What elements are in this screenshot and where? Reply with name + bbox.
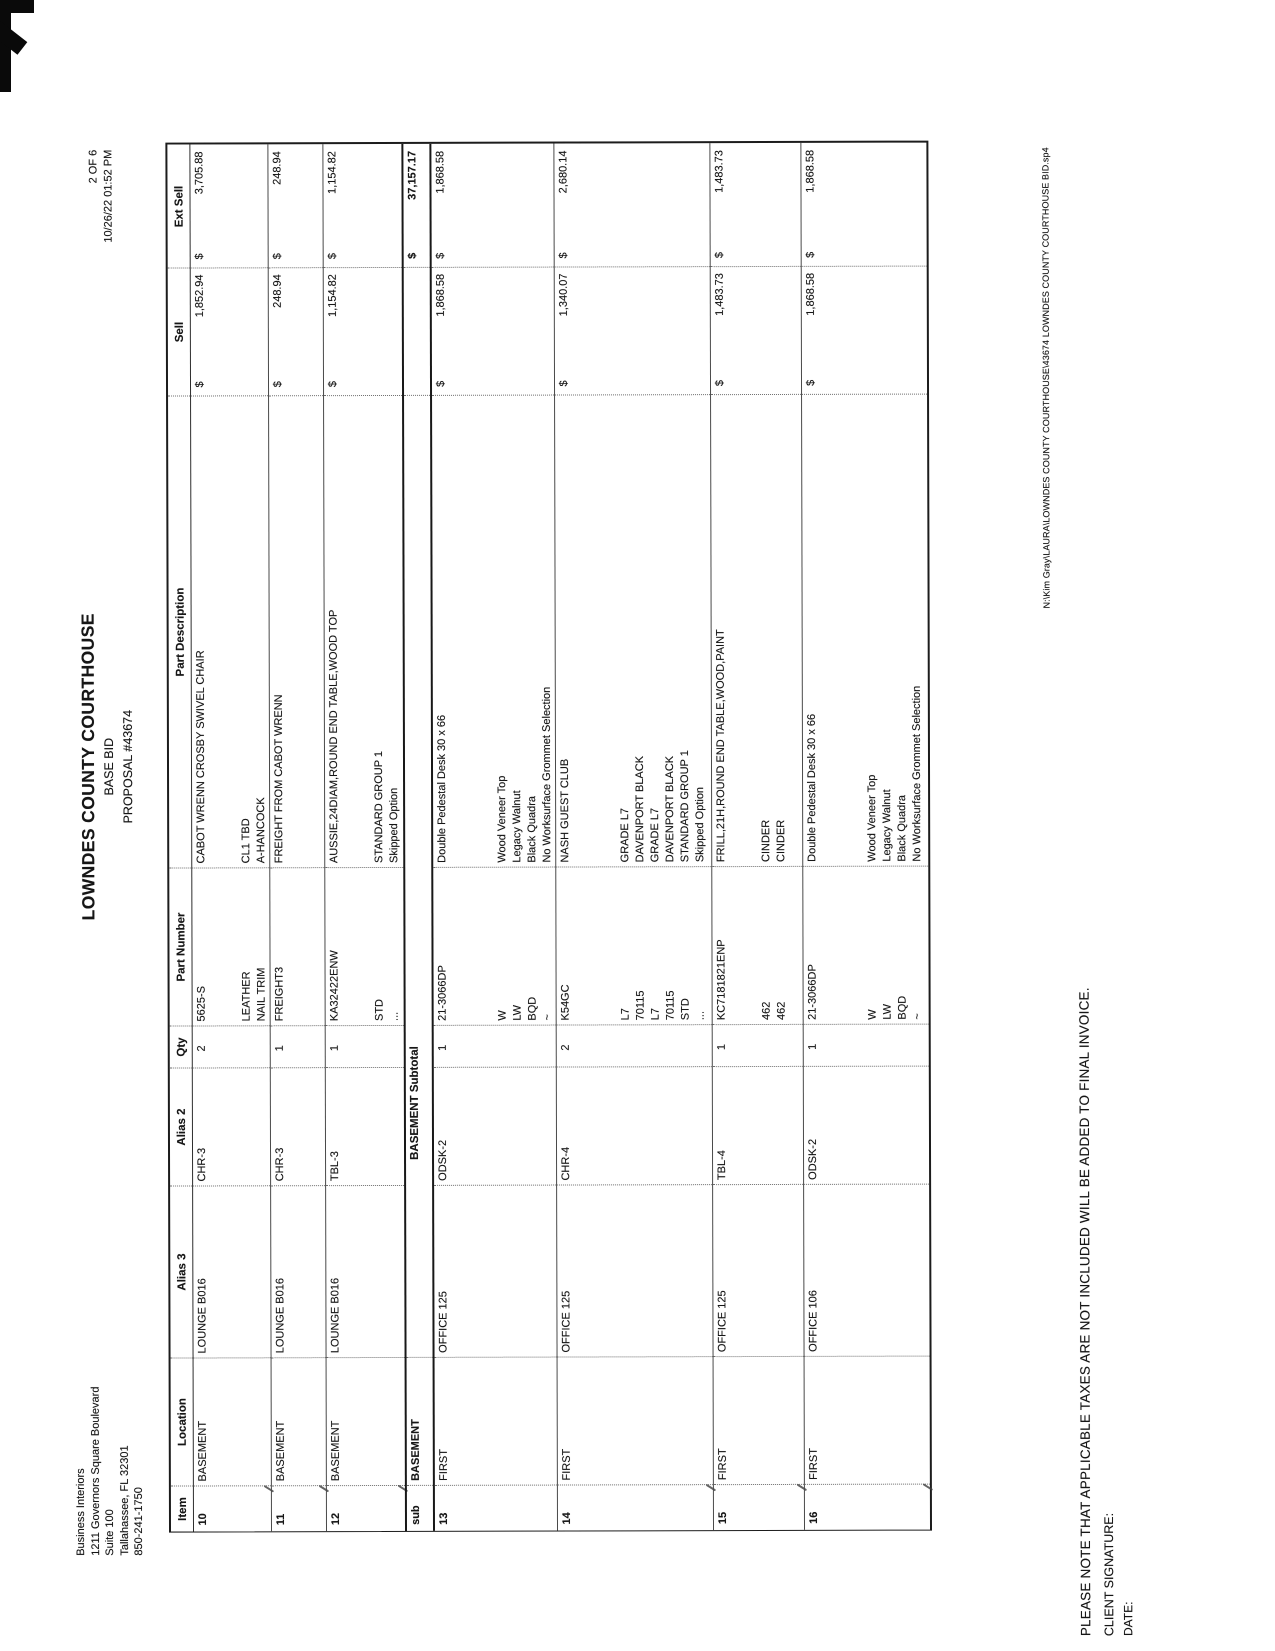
file-path: N:\Kim Gray\LAURA\LOWNDES COUNTY COURTHOUSE\43674 LOWNDES COUNTY COURTHOUSE BID.sp4 bbox=[1040, 147, 1052, 609]
cell-part-description bbox=[269, 395, 324, 867]
cell-part-number bbox=[556, 866, 711, 1024]
sender-block bbox=[74, 1386, 147, 1555]
cell-qty: 1 bbox=[434, 1025, 556, 1067]
cell-qty: 1 bbox=[326, 1025, 404, 1067]
cell-alias3: OFFICE 125 bbox=[713, 1184, 803, 1356]
cell-qty: 1 bbox=[271, 1025, 325, 1067]
desc-line: DAVENPORT BLACK bbox=[633, 755, 647, 863]
column-header: Qty bbox=[170, 1026, 192, 1068]
amount: 1,868.58 bbox=[434, 273, 447, 317]
cell-item: 12 bbox=[327, 1485, 405, 1531]
desc-line: STANDARD GROUP 1 bbox=[678, 750, 692, 863]
cell-sell bbox=[324, 267, 402, 395]
currency-symbol: $ bbox=[804, 251, 817, 258]
currency-symbol: $ bbox=[713, 251, 726, 259]
part-line bbox=[588, 870, 603, 1020]
column-header: Item bbox=[171, 1486, 193, 1532]
subtotal-row bbox=[401, 144, 435, 1531]
column-header: Location bbox=[171, 1358, 193, 1486]
currency-symbol: $ bbox=[434, 380, 448, 387]
tax-note: PLEASE NOTE THAT APPLICABLE TAXES ARE NOT INCLUDED WILL BE ADDED TO FINAL INVOICE. bbox=[1076, 987, 1094, 1637]
column-header: Ext Sell bbox=[173, 185, 186, 228]
currency-symbol: $ bbox=[193, 253, 206, 260]
desc-line: Double Pedestal Desk 30 x 66 bbox=[435, 714, 449, 863]
part-line: LW bbox=[511, 1004, 524, 1021]
client-signature-label: CLIENT SIGNATURE: bbox=[1101, 1512, 1117, 1637]
currency-symbol: $ bbox=[271, 253, 284, 260]
amount: 248.94 bbox=[271, 274, 284, 308]
cell-qty: 1 bbox=[804, 1024, 929, 1066]
cell-alias2: TBL-3 bbox=[326, 1067, 404, 1185]
amount: 1,340.07 bbox=[557, 273, 570, 317]
part-line bbox=[465, 871, 480, 1021]
currency-symbol: $ bbox=[804, 379, 818, 386]
cell-part-description bbox=[555, 394, 711, 866]
part-line: 70115 bbox=[634, 990, 647, 1021]
part-line bbox=[480, 871, 495, 1021]
cell-ext-sell bbox=[190, 145, 267, 267]
cell-sell bbox=[802, 266, 927, 394]
cell-location: BASEMENT bbox=[272, 1357, 326, 1485]
page-info bbox=[86, 150, 115, 243]
part-line: W bbox=[866, 1009, 879, 1020]
part-line: ~ bbox=[541, 1014, 554, 1021]
desc-line bbox=[572, 398, 588, 862]
print-datetime: 10/26/22 01:52 PM bbox=[101, 149, 115, 243]
cell-alias3: OFFICE 106 bbox=[804, 1184, 929, 1356]
cell-item: 13 bbox=[435, 1485, 557, 1531]
desc-line: NASH GUEST CLUB bbox=[558, 758, 572, 863]
currency-symbol: $ bbox=[406, 252, 419, 259]
desc-line bbox=[819, 398, 835, 862]
desc-line: Black Quadra bbox=[526, 795, 539, 863]
page-number: 2 OF 6 bbox=[87, 149, 100, 184]
cell-qty: 2 bbox=[193, 1025, 270, 1067]
cell-item: 14 bbox=[558, 1484, 713, 1530]
cell-part-description bbox=[711, 394, 802, 866]
part-line: NAIL TRIM bbox=[255, 967, 268, 1022]
part-line bbox=[450, 871, 465, 1021]
desc-line: CINDER bbox=[760, 819, 773, 863]
desc-line: AUSSIE,24DIAM,ROUND END TABLE,WOOD TOP bbox=[327, 609, 341, 864]
part-line: L7 bbox=[619, 1008, 632, 1021]
part-line bbox=[850, 870, 865, 1020]
part-line: W bbox=[496, 1010, 509, 1021]
cell-alias3: LOUNGE B016 bbox=[271, 1185, 325, 1357]
desc-line: Wood Veneer Top bbox=[866, 774, 879, 862]
part-line: STD bbox=[679, 998, 692, 1021]
desc-line bbox=[728, 398, 744, 862]
cell-part-description bbox=[324, 395, 403, 867]
amount: 2,680.14 bbox=[557, 150, 570, 194]
part-line: 462 bbox=[760, 1001, 773, 1021]
amount: 1,852.94 bbox=[193, 274, 206, 318]
desc-line bbox=[743, 398, 759, 862]
cell-part-number bbox=[712, 866, 802, 1024]
cell-alias3: LOUNGE B016 bbox=[193, 1185, 270, 1357]
desc-line: Legacy Walnut bbox=[881, 789, 894, 862]
cell-part-number bbox=[270, 867, 324, 1025]
cell-sell bbox=[269, 267, 323, 395]
part-line: KA32422ENW bbox=[328, 950, 341, 1022]
cell-ext-sell bbox=[268, 145, 322, 267]
cell-location: BASEMENT bbox=[194, 1357, 271, 1485]
doc-subtitle-proposal-number: PROPOSAL #43674 bbox=[120, 709, 136, 824]
cell-part-number bbox=[803, 866, 928, 1024]
sender-line: 850-241-1750 bbox=[132, 1487, 146, 1556]
doc-subtitle-base-bid: BASE BID bbox=[101, 737, 117, 796]
sender-line: Suite 100 bbox=[103, 1509, 117, 1556]
cell-location: FIRST bbox=[714, 1356, 804, 1484]
pen-mark bbox=[923, 1483, 933, 1491]
cell-ext-sell bbox=[431, 145, 553, 267]
part-line bbox=[209, 871, 224, 1021]
column-header: Alias 2 bbox=[170, 1068, 192, 1186]
date-label: DATE: bbox=[1121, 1601, 1136, 1637]
desc-line bbox=[479, 399, 495, 863]
desc-line: A-HANCOCK bbox=[255, 797, 268, 864]
sender-line: Tallahassee, FL 32301 bbox=[118, 1445, 131, 1556]
table-row bbox=[322, 144, 405, 1531]
desc-line bbox=[223, 399, 239, 863]
cell-location: FIRST bbox=[435, 1357, 557, 1485]
currency-symbol: $ bbox=[326, 252, 339, 260]
desc-line: DAVENPORT BLACK bbox=[663, 755, 677, 863]
cell-item: sub bbox=[407, 1485, 433, 1531]
amount: 1,868.58 bbox=[804, 272, 817, 316]
amount: 1,483.73 bbox=[713, 273, 726, 316]
cell-sell bbox=[555, 266, 710, 394]
cell-part-description bbox=[432, 395, 555, 867]
cell-sell bbox=[432, 267, 554, 395]
desc-line: Black Quadra bbox=[896, 794, 909, 862]
cell-qty: 2 bbox=[557, 1024, 712, 1066]
cell-ext-sell bbox=[403, 145, 429, 267]
desc-line bbox=[449, 399, 465, 863]
part-line: ... bbox=[388, 1011, 401, 1021]
amount: 1,154.82 bbox=[326, 151, 339, 194]
currency-symbol: $ bbox=[557, 380, 571, 387]
part-line: 21-3066DP bbox=[436, 965, 449, 1021]
desc-line bbox=[356, 399, 372, 863]
table-row bbox=[190, 144, 271, 1531]
desc-line: Skipped Option bbox=[694, 786, 707, 863]
part-line: 21-3066DP bbox=[806, 964, 819, 1020]
cell-alias2: CHR-4 bbox=[557, 1066, 712, 1184]
desc-line: No Worksurface Grommet Selection bbox=[540, 686, 554, 863]
desc-line: STANDARD GROUP 1 bbox=[372, 750, 386, 864]
column-header: Alias 3 bbox=[170, 1186, 192, 1358]
cell-location: BASEMENT bbox=[327, 1357, 405, 1485]
desc-line: CL1 TBD bbox=[240, 818, 253, 864]
column-header: Part Description bbox=[168, 396, 191, 868]
desc-line: GRADE L7 bbox=[649, 807, 662, 863]
cell-part-number bbox=[325, 867, 403, 1025]
cell-ext-sell bbox=[554, 144, 709, 266]
table-row bbox=[267, 144, 326, 1531]
amount: 1,868.58 bbox=[434, 150, 447, 194]
cell-alias3: OFFICE 125 bbox=[434, 1185, 556, 1357]
part-line: 70115 bbox=[664, 990, 677, 1021]
column-header: Part Number bbox=[169, 868, 191, 1026]
amount: 1,868.58 bbox=[804, 149, 817, 193]
part-line bbox=[835, 870, 850, 1020]
part-line: KC7181821ENP bbox=[715, 939, 728, 1021]
desc-line bbox=[602, 398, 618, 862]
part-line: BQD bbox=[896, 995, 909, 1020]
cell-subtotal-label: BASEMENT Subtotal bbox=[404, 395, 433, 1357]
table-row bbox=[709, 143, 804, 1530]
desc-line: GRADE L7 bbox=[619, 807, 632, 863]
cell-item: 11 bbox=[272, 1485, 326, 1531]
desc-line: CABOT WRENN CROSBY SWIVEL CHAIR bbox=[194, 650, 208, 864]
part-line: 462 bbox=[775, 1001, 788, 1020]
amount: 37,157.17 bbox=[406, 150, 419, 200]
currency-symbol: $ bbox=[193, 381, 207, 388]
cell-part-number bbox=[433, 867, 555, 1025]
desc-line bbox=[341, 399, 357, 863]
cell-alias2: TBL-4 bbox=[713, 1066, 803, 1184]
cell-qty: 1 bbox=[713, 1024, 803, 1066]
part-line: LEATHER bbox=[240, 971, 253, 1022]
amount: 248.94 bbox=[271, 151, 284, 185]
sender-line: 1211 Governors Square Boulevard bbox=[89, 1386, 102, 1556]
currency-symbol: $ bbox=[713, 379, 727, 387]
amount: 3,705.88 bbox=[193, 151, 206, 195]
part-line: ~ bbox=[911, 1013, 924, 1020]
cell-sell bbox=[711, 266, 801, 394]
part-line: 5625-S bbox=[195, 985, 208, 1022]
scan-artifact bbox=[0, 0, 34, 13]
cell-alias2: CHR-3 bbox=[271, 1067, 325, 1185]
part-line: LW bbox=[881, 1003, 894, 1020]
cell-ext-sell bbox=[323, 145, 401, 267]
desc-line bbox=[587, 398, 603, 862]
part-line bbox=[357, 871, 372, 1021]
cell-alias2: ODSK-2 bbox=[804, 1066, 929, 1184]
part-line: K54GC bbox=[559, 984, 572, 1021]
cell-location: FIRST bbox=[558, 1356, 713, 1484]
desc-line: FREIGHT FROM CABOT WRENN bbox=[272, 694, 286, 864]
cell-alias2: ODSK-2 bbox=[434, 1067, 556, 1185]
desc-line: Wood Veneer Top bbox=[496, 775, 509, 863]
desc-line: Skipped Option bbox=[388, 787, 401, 863]
cell-sell bbox=[404, 267, 430, 395]
cell-part-description bbox=[802, 394, 928, 866]
part-line: STD bbox=[373, 998, 386, 1022]
amount: 1,483.73 bbox=[713, 150, 726, 193]
part-line: BQD bbox=[526, 996, 539, 1021]
desc-line bbox=[464, 399, 480, 863]
desc-line bbox=[834, 398, 850, 862]
sender-line: Business Interiors bbox=[74, 1468, 88, 1556]
cell-location: FIRST bbox=[805, 1356, 930, 1484]
currency-symbol: $ bbox=[557, 252, 570, 259]
part-line: L7 bbox=[649, 1008, 662, 1021]
cell-alias3: LOUNGE B016 bbox=[326, 1185, 404, 1357]
cell-alias3: OFFICE 125 bbox=[557, 1184, 712, 1356]
table-row bbox=[431, 144, 557, 1531]
currency-symbol: $ bbox=[434, 252, 447, 259]
desc-line: Legacy Walnut bbox=[511, 790, 524, 863]
page-title: LOWNDES COUNTY COURTHOUSE bbox=[77, 613, 99, 921]
part-line: FREIGHT3 bbox=[273, 966, 286, 1022]
part-line bbox=[224, 871, 239, 1021]
cell-item: 15 bbox=[714, 1484, 804, 1530]
desc-line bbox=[849, 398, 865, 862]
cell-part-description bbox=[191, 395, 269, 867]
cell-sell bbox=[191, 267, 268, 395]
cell-ext-sell bbox=[710, 144, 800, 266]
desc-line: Double Pedestal Desk 30 x 66 bbox=[805, 713, 819, 862]
cell-part-number bbox=[192, 867, 269, 1025]
table-row bbox=[553, 143, 713, 1530]
part-line bbox=[820, 870, 835, 1020]
desc-line bbox=[208, 399, 224, 863]
part-line bbox=[603, 870, 618, 1020]
desc-line: FRILL,21H,ROUND END TABLE,WOOD,PAINT bbox=[714, 629, 728, 863]
desc-line: No Worksurface Grommet Selection bbox=[910, 685, 924, 862]
currency-symbol: $ bbox=[326, 380, 340, 388]
part-line: ... bbox=[694, 1010, 707, 1021]
column-header: Sell bbox=[168, 268, 190, 396]
amount: 1,154.82 bbox=[326, 274, 339, 317]
part-line bbox=[729, 870, 744, 1020]
bid-table bbox=[165, 141, 932, 1533]
table-row bbox=[800, 143, 930, 1530]
currency-symbol: $ bbox=[271, 381, 285, 388]
part-line bbox=[342, 871, 357, 1021]
part-line bbox=[744, 870, 759, 1020]
desc-line: CINDER bbox=[775, 819, 788, 862]
part-line bbox=[573, 870, 588, 1020]
cell-item: 10 bbox=[194, 1485, 271, 1531]
cell-item: 16 bbox=[805, 1484, 930, 1530]
cell-location: BASEMENT bbox=[407, 1357, 433, 1485]
cell-ext-sell bbox=[801, 144, 926, 266]
cell-alias2: CHR-3 bbox=[193, 1067, 270, 1185]
title-block bbox=[77, 547, 137, 987]
